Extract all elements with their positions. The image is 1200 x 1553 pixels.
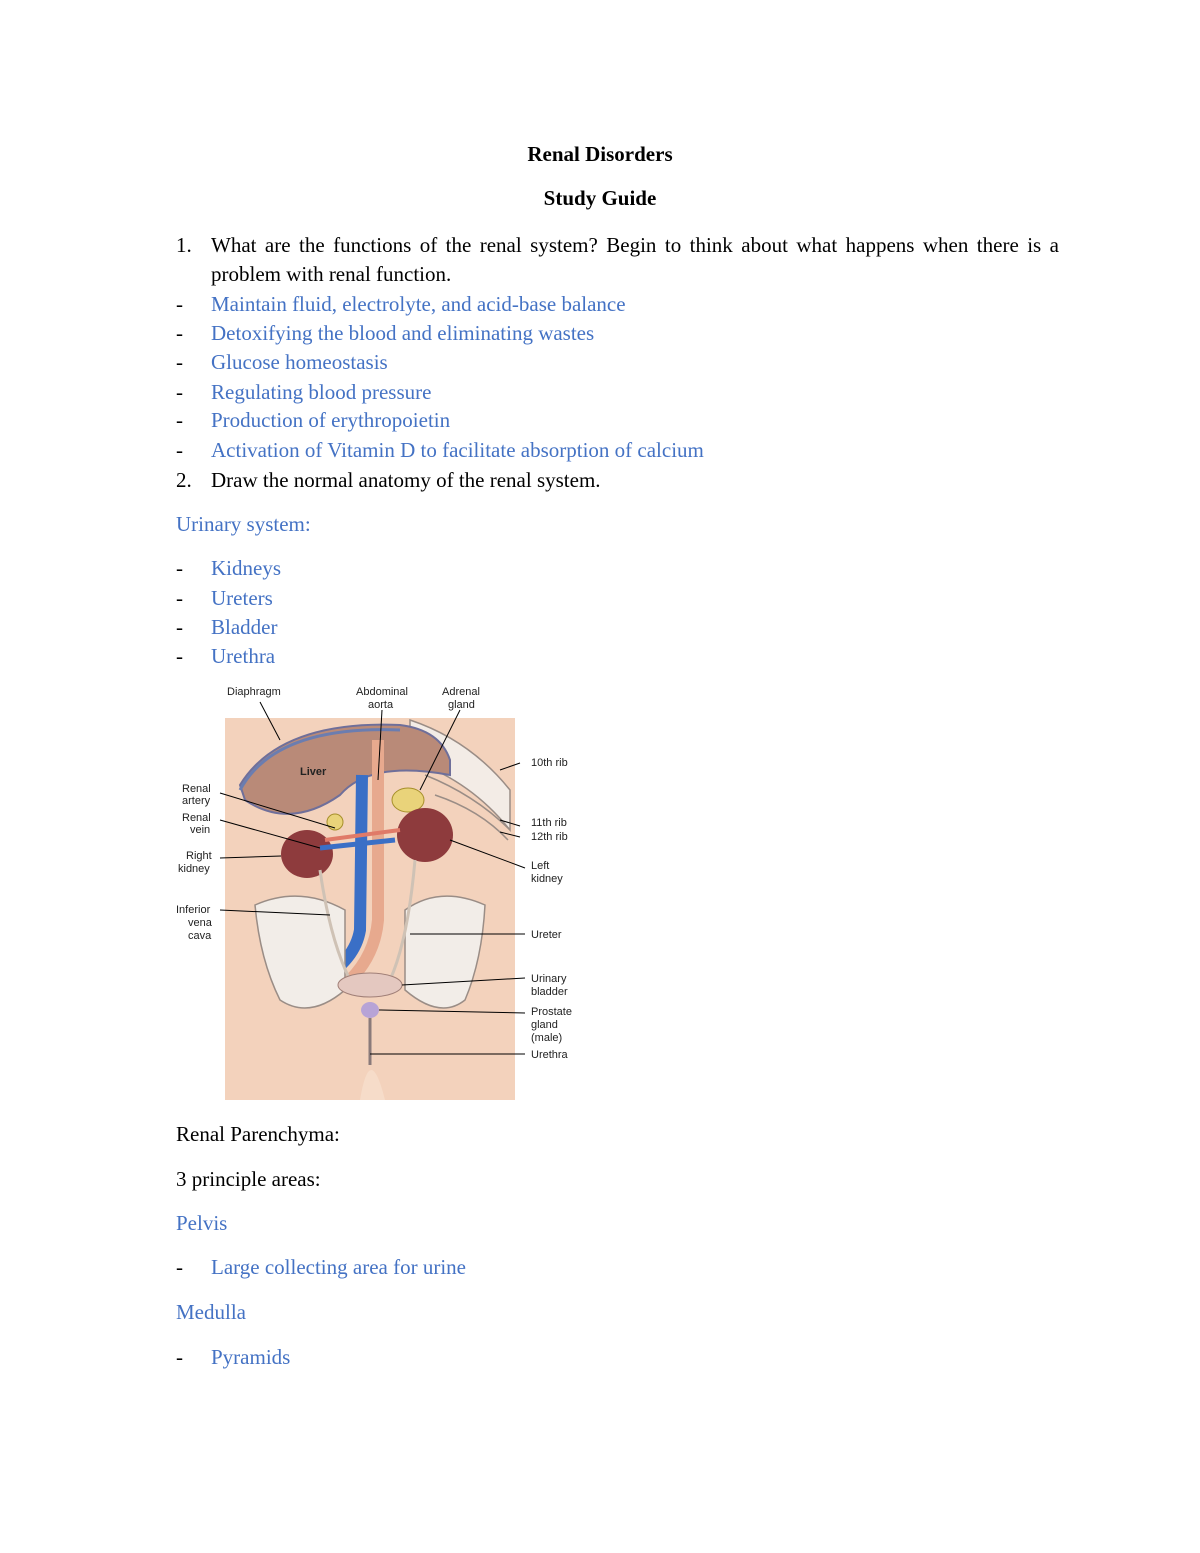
label-renal-artery: artery — [182, 795, 211, 807]
label-urinary-bladder: Urinary — [531, 973, 567, 985]
list-item: Regulating blood pressure — [211, 380, 432, 404]
label-renal-artery: Renal — [182, 783, 211, 795]
list-item: Ureters — [211, 586, 273, 610]
list-item: Bladder — [211, 615, 278, 639]
list-dash: - — [176, 644, 183, 668]
label-left-kidney: Left — [531, 860, 550, 872]
list-item: Large collecting area for urine — [211, 1255, 466, 1279]
label-abdominal-aorta: Abdominal — [356, 686, 408, 698]
label-liver: Liver — [300, 766, 327, 778]
list-dash: - — [176, 1345, 183, 1369]
list-dash: - — [176, 438, 183, 462]
left-kidney-shape — [397, 808, 453, 862]
label-adrenal-gland: Adrenal — [442, 686, 480, 698]
parenchyma-heading: Renal Parenchyma: — [176, 1122, 340, 1146]
areas-heading: 3 principle areas: — [176, 1167, 321, 1191]
question-1-text: What are the functions of the renal system? Begin to think about what happens when there is a problem with renal function. — [211, 233, 1059, 286]
urinary-heading: Urinary system: — [176, 512, 311, 536]
question-2-number: 2. — [176, 468, 192, 492]
label-10th-rib: 10th rib — [531, 757, 568, 769]
label-11th-rib: 11th rib — [531, 817, 567, 829]
label-diaphragm: Diaphragm — [227, 686, 281, 698]
list-item: Pyramids — [211, 1345, 291, 1369]
label-inferior-vena-cava: vena — [188, 917, 212, 929]
document-title: Renal Disorders — [527, 142, 673, 166]
pelvis-heading: Pelvis — [176, 1211, 228, 1235]
list-item: Glucose homeostasis — [211, 350, 388, 374]
right-kidney-shape — [281, 830, 333, 878]
urinary-anatomy-figure — [170, 680, 590, 1100]
label-inferior-vena-cava: Inferior — [176, 904, 211, 916]
list-dash: - — [176, 556, 183, 580]
label-urinary-bladder: bladder — [531, 986, 568, 998]
list-item: Detoxifying the blood and eliminating wastes — [211, 321, 595, 345]
list-dash: - — [176, 615, 183, 639]
prostate-shape — [361, 1002, 379, 1018]
list-item: Maintain fluid, electrolyte, and acid-base balance — [211, 292, 626, 316]
list-dash: - — [176, 321, 183, 345]
label-right-kidney: Right — [186, 850, 212, 862]
label-prostate-gland: Prostate — [531, 1006, 572, 1018]
bladder-shape — [338, 973, 402, 997]
label-right-kidney: kidney — [178, 863, 210, 875]
question-1-number: 1. — [176, 233, 192, 257]
document-subtitle: Study Guide — [543, 186, 657, 210]
label-prostate-gland: (male) — [531, 1032, 563, 1044]
list-dash: - — [176, 350, 183, 374]
list-dash: - — [176, 380, 183, 404]
adrenal-gland — [392, 788, 424, 812]
list-item: Activation of Vitamin D to facilitate absorption of calcium — [211, 438, 704, 462]
label-renal-vein: vein — [190, 824, 211, 836]
list-dash: - — [176, 292, 183, 316]
label-abdominal-aorta: aorta — [368, 699, 394, 711]
medulla-heading: Medulla — [176, 1300, 246, 1324]
label-urethra: Urethra — [531, 1049, 568, 1061]
list-item: Production of erythropoietin — [211, 408, 451, 432]
label-12th-rib: 12th rib — [531, 831, 568, 843]
list-item: Kidneys — [211, 556, 281, 580]
label-left-kidney: kidney — [531, 873, 563, 885]
list-dash: - — [176, 1255, 183, 1279]
question-2-text: Draw the normal anatomy of the renal system. — [211, 468, 601, 492]
label-renal-vein: Renal — [182, 812, 211, 824]
list-dash: - — [176, 408, 183, 432]
list-item: Urethra — [211, 644, 276, 668]
label-adrenal-gland: gland — [448, 699, 475, 711]
label-inferior-vena-cava: cava — [188, 930, 212, 942]
label-prostate-gland: gland — [531, 1019, 558, 1031]
list-dash: - — [176, 586, 183, 610]
label-ureter: Ureter — [531, 929, 562, 941]
anatomy-illustration — [170, 680, 590, 1100]
